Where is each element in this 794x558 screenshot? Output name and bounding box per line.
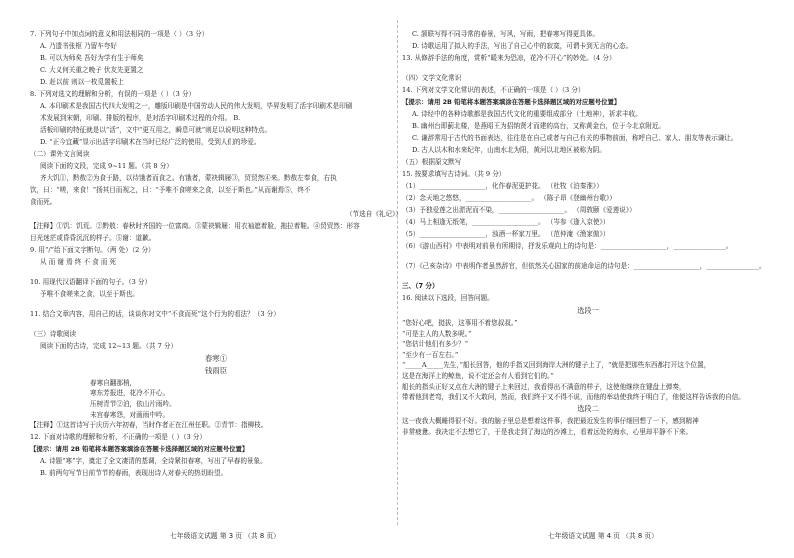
left-line: 术发展到宋朝，印刷、排版的程序，是对活字印刷术过程的介绍。 B. (40, 113, 241, 122)
right-line: （1）____________________，化作春泥更护花。 （杜牧《泊秦淮》） (402, 181, 603, 190)
poem-line: 寒东芳报进，花冷不开心。 (90, 389, 170, 398)
right-line: （6）《游山西村》中表明对前景有所期待，抒发乐观向上的诗句是：____________________，________________。 (402, 241, 733, 250)
poem-title: 春寒① (204, 353, 228, 363)
left-line: B. 可以为师矣 吾好为学有生于师矣 (40, 53, 144, 62)
left-bottom-line: 12. 下面对诗歌的理解和分析，不正确的一项是（ ）（3 分） (30, 433, 206, 442)
left-bottom-line: A. 诗题“寒”字，奠定了全文凄清的基调，全诗紧扣春寒，写出了早春的景象。 (40, 457, 267, 466)
right-line: （4）马上相逢无纸笔，____________________。 （岑参《逢入京使》） (402, 217, 610, 226)
right-line: 三、（7 分） (402, 281, 439, 290)
left-line: 从 而 谢 焉 终 不 食 而 死 (40, 257, 117, 266)
left-line: 目光迷茫或昏昏沉沉的样子。⑤谢：道歉。 (30, 233, 156, 242)
right-line: C. 谦辞常用于古代的书面表达，往往是在自己或者与自己有关的事物前面，称呼自己、家人、朋友等表示谦让。 (412, 133, 738, 142)
right-line: D. 诗歌运用了拟人的手法，写出了自己心中的寂寞，可谓卡到无言的心态。 (412, 41, 633, 50)
left-line: 活板印刷的特征就是以“活”，文中“更互用之，瞬息可就”则足以说明这种特点。 (40, 125, 272, 134)
right-line: （2）念天地之悠悠，____________________。 （陈子昂《登幽州台歌》） (402, 193, 616, 202)
right-line: （3）予独爱莲之出淤泥而不染，____________________。 （周敦颐《爱莲说》） (402, 205, 636, 214)
passage1-line: “您好心吧，挺拔，这事用不着您叔叔。” (402, 319, 518, 328)
passage2-line: 这一夜我大概睡得很不好。我的脑子里总是想着这件事，我把最近发生的事仔细回想了一下，感到精神 (402, 417, 699, 426)
right-line: （5）____________________，浊酒一杯家万里。 （范仲淹《渔家傲》） (402, 229, 610, 238)
poem-lines (30, 379, 402, 419)
passage1-line: “至少有一百左右。” (402, 350, 459, 359)
left-line: D. “正今宜藏”显示出活字印刷术在当时已经广泛的使用，受到人们的珍爱。 (40, 137, 261, 146)
passage2-title: 选段二 (577, 403, 599, 413)
right-line (402, 66, 774, 74)
left-bottom-line: 【注释】①这首诗写于庆历六年初春，当时作者正在江州任职。②青节：指柳枝。 (30, 421, 268, 430)
left-line (30, 322, 402, 330)
left-line: 食而死。 (30, 197, 57, 206)
right-line: C. 颔联写得不同寻常的春景，写风，写雨，把春寒写得更具体。 (412, 30, 600, 38)
poem-line: 春寒自翻那梢， (90, 378, 137, 387)
right-column (402, 30, 774, 438)
right-line: 15. 按要求填写古诗词。（共 9 分） (402, 169, 506, 178)
left-line: 11. 结合文章内容，用自己的话，谈谈你对文中“不食而死”这个行为的看法？（3 分） (30, 309, 280, 318)
poem-line: 未宫春寒怨，对画雨中吟。 (90, 410, 170, 419)
passage1-lines (402, 319, 774, 401)
left-bottom-line: 【提示：请用 2B 铅笔将本题答案填涂在答题卡选择题区域的对应题号位置】 (30, 445, 249, 454)
right-line (402, 274, 774, 282)
footer-right: 七年级语文试题 第 4 页 （共 8 页） (548, 532, 658, 540)
left-line: （二）课外文言阅读 (30, 149, 90, 158)
passage1-line: “您估计他们有多少？” (402, 340, 469, 349)
poem-author: 钱雨臣 (204, 366, 228, 376)
right-line: B. 幽州台即蓟北楼，是燕昭王为招纳贤才而建的高台，又称黄金台，位于今北京附近。 (412, 121, 666, 130)
right-line (402, 254, 774, 262)
left-line: A. 乃遗书张枢 乃留车夸好 (40, 41, 117, 50)
right-line: （五）根据原文默写 (402, 157, 462, 166)
left-bottom-line: B. 前两句写节日前节节的春雨，表现出诗人对春天的热切盼望。 (40, 469, 228, 478)
left-bottom-lines (30, 421, 402, 477)
left-line (30, 270, 402, 278)
left-line: 齐大饥①，黔敖②为食于路，以待饿者而食之。有饿者，蒙袂辑屦③，贸贸然④来。黔敖左奉食，右执 (40, 173, 337, 182)
left-line: 8. 下列对选文的理解和分析，有误的一项是（ ）（3 分） (30, 89, 196, 98)
left-line: C. 大义何关重之晚子 伏友先更置之 (40, 65, 144, 74)
left-line: 予唯不食嗟来之食，以至于斯也。 (40, 289, 139, 298)
right-line: 13. 从修辞手法的角度，赏析“暖来为恐凉，花冷不开心”的妙处。（4 分） (402, 53, 616, 62)
passage1-line: “可是主人的人数多呢。” (402, 329, 472, 338)
left-lines (30, 30, 402, 350)
passage1-line: “_____A_____先生，”船长回答，他的手指又回到海岸大洲的键子上了，“就是把那些东西都打开这个位置， (402, 361, 711, 370)
right-line: D. 古人以木和水来纪年，山南水北为阳，黄河以北地区被称为阴。 (412, 145, 606, 154)
left-line: 10. 用现代汉语翻译下面的句子。（3 分） (30, 277, 152, 286)
passage1-line: 带着他到老弯，我们又不大敢问，然而，我们终于又不得不说，而他的举动使我终于明白了，他便这样告诉我的自信。 (402, 393, 745, 402)
passage2-line: 非常疲惫。我决定不去想它了，于是我走到了海边的沙滩上，看着远处的海水，心里却平静不下来。 (402, 427, 693, 436)
left-line: D. 赶以前 则以一枚觅置板上 (40, 77, 124, 86)
left-line: （三）诗歌阅读 (30, 329, 77, 338)
left-line: 阅读下面的古诗，完成 12~13 题。（共 7 分） (40, 341, 178, 350)
left-line: （节选自《礼记》） (345, 209, 402, 218)
passage1-line: 船长的指头正好又点在大洲的键子上来回过，我看得出不满意的样子，这使他继续在键盘上弹奏， (402, 382, 686, 391)
poem-line: 压树青节②泊，依山片雨吟。 (90, 400, 176, 409)
left-line: 阅读下面的文段，完成 9~11 题。（共 8 分） (40, 161, 173, 170)
footer-left: 七年级语文试题 第 3 页 （共 8 页） (170, 532, 280, 540)
right-line: 14. 下列对文学文化常识的表述，不正确的一项是（ ）（3 分） (402, 85, 585, 94)
left-line: A. 本印刷术是我国古代四大发明之一，雕版印刷是中国劳动人民的伟大发明，毕昇发明了活字印刷术是印刷 (40, 101, 353, 110)
right-lines (402, 30, 774, 302)
passage1-title: 选段一 (577, 305, 599, 315)
passage1-line: 这是在海洋上的鲸鱼，说不定还会有人看到它们的。” (402, 372, 554, 380)
right-line: 16. 阅读以下选段，回答问题。 (402, 293, 494, 302)
left-line: 7. 下列句子中加点词的意义和用法相同的一项是（ ）（3 分） (30, 30, 209, 38)
left-column (30, 30, 402, 481)
left-line (30, 302, 402, 310)
left-line: 9. 用“/”给下面文字断句。（两 处）（2 分） (30, 245, 155, 254)
right-line: （四）文学文化常识 (402, 73, 462, 82)
right-line: 【提示：请用 2B 铅笔将本题答案填涂在答题卡选择题区域的对应题号位置】 (402, 97, 621, 106)
left-line: 饮，曰：“嗟，来食！”扬其目而视之，曰：“予唯不食嗟来之食，以至于斯也。”从而谢焉⑤，终不 (30, 185, 311, 194)
passage2-lines (402, 417, 774, 436)
right-line: A. 诗经中的各种诗歌都是我国古代文化的重要组成部分（土地神），祈求丰收。 (412, 109, 642, 118)
left-line: 【注释】①饥：饥荒。②黔敖：春秋时齐国的一位富商。③蒙袂辑屦：用衣袖遮着脸，拖拉着鞋。④贸贸然：形容 (30, 221, 360, 230)
right-line: （7）《己亥杂诗》中表明作者虽然辞官，但依然关心国家的前途命运的诗句是：____________________，________________。 (402, 261, 766, 270)
